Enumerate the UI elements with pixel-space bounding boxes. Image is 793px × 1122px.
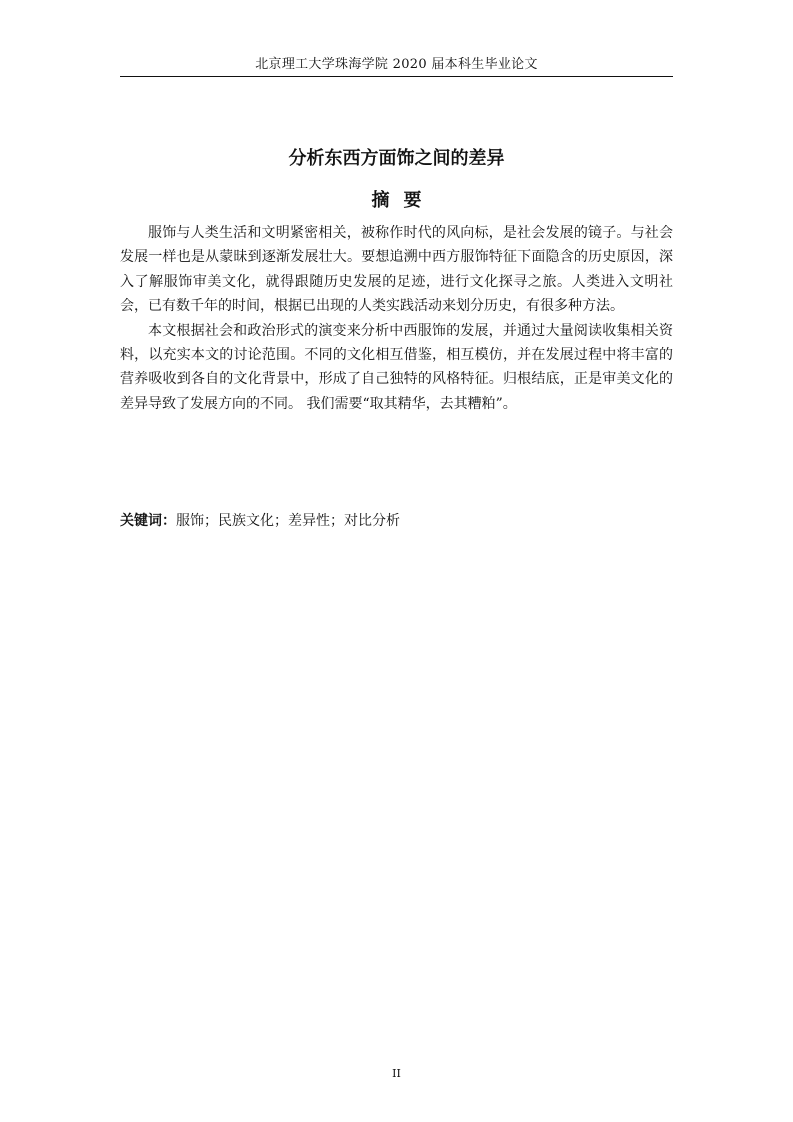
keywords-label: 关键词： [120, 513, 176, 529]
abstract-heading: 摘要 [371, 190, 436, 211]
abstract-body [120, 221, 673, 416]
abstract-paragraph-1: 服饰与人类生活和文明紧密相关，被称作时代的风向标，是社会发展的镜子。与社会发展一样也是从蒙昧到逐渐发展壮大。要想追溯中西方服饰特征下面隐含的历史原因，深入了解服饰审美文化，就得跟随历史发展的足迹，进行文化探寻之旅。人类进入文明社会，已有数千年的时间，根据已出现的人类实践活动来划分历史，有很多种方法。 [120, 225, 673, 315]
running-header: 北京理工大学珠海学院 2020 届本科生毕业论文 [255, 57, 538, 72]
keywords-list: 服饰；民族文化；差异性；对比分析 [176, 513, 400, 529]
keywords-line [120, 509, 673, 533]
page-number: II [392, 1067, 401, 1080]
abstract-paragraph-2: 本文根据社会和政治形式的演变来分析中西服饰的发展，并通过大量阅读收集相关资料，以充实本文的讨论范围。不同的文化相互借鉴，相互模仿，并在发展过程中将丰富的营养吸收到各自的文化背景中，形成了自己独特的风格特征。归根结底，正是审美文化的差异导致了发展方向的不同。 我们需要“取其精华，去其糟粕”。 [120, 322, 673, 412]
header-rule [120, 76, 673, 77]
paper-title: 分析东西方面饰之间的差异 [288, 148, 505, 169]
